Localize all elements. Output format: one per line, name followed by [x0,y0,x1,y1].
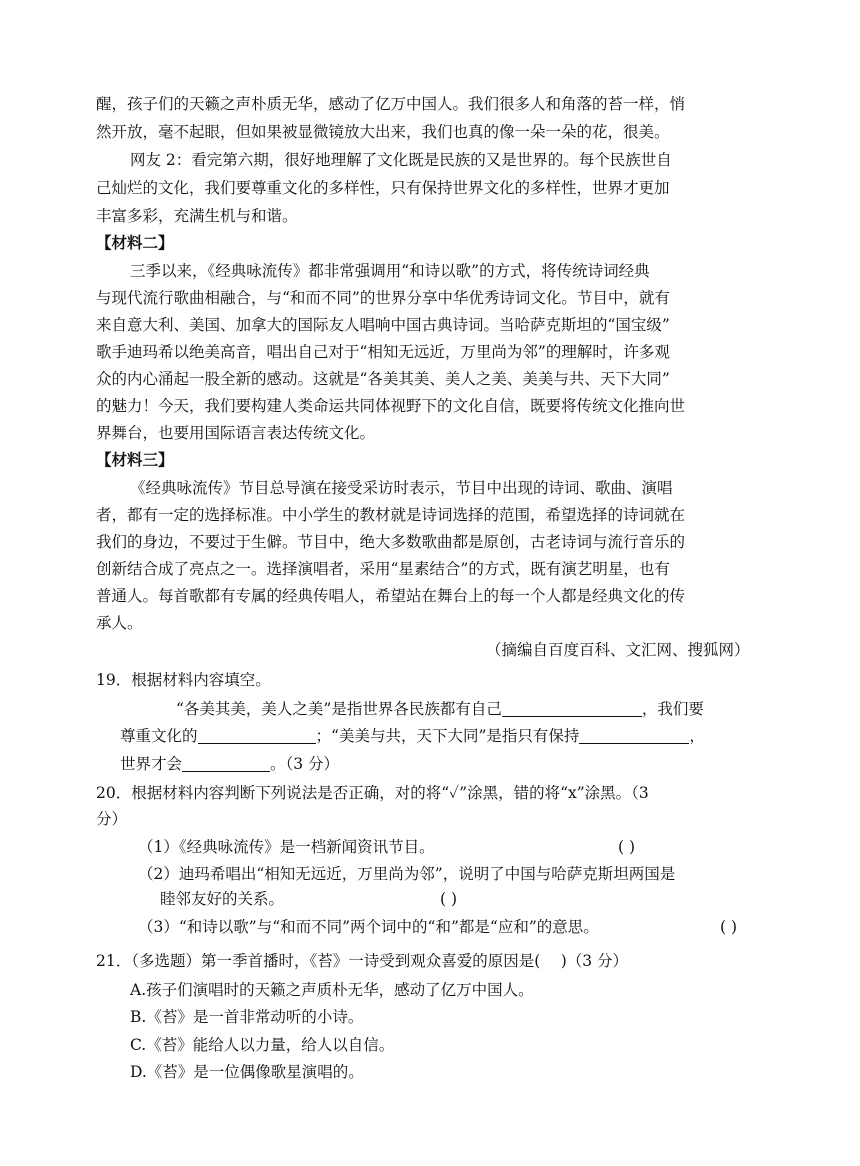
material3-line-5: 普通人。每首歌都有专属的经典传唱人，希望站在舞台上的每一个人都是经典文化的传 [96,587,686,605]
q20-stem: 20．根据材料内容判断下列说法是否正确，对的将“✓”涂黑，错的将“x”涂黑。（3 [96,784,649,802]
q19-line-3 [120,754,339,774]
material1-line-5: 丰富多彩，充满生机与和谐。 [96,207,298,225]
q19-blank-1[interactable] [502,700,642,717]
material1-line-4: 己灿烂的文化，我们要尊重文化的多样性，只有保持世界文化的多样性，世界才更加 [96,179,670,197]
q20-stem-cont: 分） [96,810,128,828]
q20-item-2: （2）迪玛希唱出“相知无远近，万里尚为邻”，说明了中国与哈萨克斯坦两国是 [138,865,676,883]
material1-line-3: 网友 2：看完第六期，很好地理解了文化既是民族的又是世界的。每个民族世自 [130,151,672,169]
material2-line-2: 与现代流行歌曲相融合，与“和而不同”的世界分享中华优秀诗词文化。节目中，就有 [96,289,670,307]
q21-option-c[interactable]: C.《苔》能给人以力量，给人以自信。 [130,1036,395,1054]
material2-line-4: 歌手迪玛希以绝美高音，唱出自己对于“相知无远近，万里尚为邻”的理解时，许多观 [96,343,670,361]
q21-option-d[interactable]: D.《苔》是一位偶像歌星演唱的。 [130,1063,364,1081]
q20-item-2-cont: 睦邻友好的关系。 [160,890,285,908]
q19-blank-3[interactable] [579,727,689,744]
q19-blank-2[interactable] [198,727,316,744]
material2-line-6: 的魅力！今天，我们要构建人类命运共同体视野下的文化自信，既要将传统文化推向世 [96,397,686,415]
material2-line-3: 来自意大利、美国、加拿大的国际友人唱响中国古典诗词。当哈萨克斯坦的“国宝级” [96,316,670,334]
q20-item-3-answer[interactable]: ( ) [720,918,738,936]
material1-line-1: 醒，孩子们的天籁之声朴质无华，感动了亿万中国人。我们很多人和角落的苔一样，悄 [96,95,686,113]
q19-blank-4[interactable] [182,755,270,772]
q20-item-3: （3）“和诗以歌”与“和而不同”两个词中的“和”都是“应和”的意思。 [138,918,599,936]
q19-text-1a: “各美其美，美人之美”是指世界各民族都有自己 [176,700,502,718]
q20-item-2-answer[interactable]: ( ) [440,890,458,908]
material3-line-2: 者，都有一定的选择标准。中小学生的教材就是诗词选择的范围，希望选择的诗词就在 [96,506,686,524]
q19-line-1 [176,699,704,719]
q19-text-1b: ，我们要 [641,700,704,718]
q19-text-3b: 。（3 分） [270,755,340,773]
material3-line-6: 承人。 [96,614,143,632]
q19-text-2c: ， [689,727,705,745]
material2-line-7: 界舞台，也要用国际语言表达传统文化。 [96,424,376,442]
material3-heading: 【材料三】 [96,450,174,469]
material1-line-2: 然开放，毫不起眼，但如果被显微镜放大出来，我们也真的像一朵一朵的花，很美。 [96,123,670,141]
q19-text-2b: ；“美美与共，天下大同”是指只有保持 [315,727,580,745]
material3-line-1: 《经典咏流传》节目总导演在接受采访时表示，节目中出现的诗词、歌曲、演唱 [130,479,673,497]
q19-stem: 19．根据材料内容填空。 [96,671,271,689]
q20-item-1-text: （1）《经典咏流传》是一档新闻资讯节目。 [138,838,435,856]
q19-line-2 [120,726,705,746]
q21-stem: 21．（多选题）第一季首播时，《苔》一诗受到观众喜爱的原因是( )（3 分） [96,952,629,970]
material2-heading: 【材料二】 [96,233,174,252]
q21-option-b[interactable]: B.《苔》是一首非常动听的小诗。 [130,1008,364,1026]
material2-line-5: 众的内心涌起一股全新的感动。这就是“各美其美、美人之美、美美与共、天下大同” [96,370,670,388]
q20-item-1 [138,837,435,857]
q19-text-3a: 世界才会 [120,755,183,773]
material2-line-1: 三季以来，《经典咏流传》都非常强调用“和诗以歌”的方式，将传统诗词经典 [130,262,650,280]
material3-line-4: 创新结合成了亮点之一。选择演唱者，采用“星素结合”的方式，既有演艺明星，也有 [96,560,670,578]
material3-line-3: 我们的身边，不要过于生僻。节目中，绝大多数歌曲都是原创，古老诗词与流行音乐的 [96,533,686,551]
q19-text-2a: 尊重文化的 [120,727,198,745]
q20-item-1-answer[interactable]: ( ) [618,838,636,856]
source-citation: （摘编自百度百科、文汇网、搜狐网） [486,641,750,659]
q21-option-a[interactable]: A.孩子们演唱时的天籁之声质朴无华，感动了亿万中国人。 [130,981,534,999]
